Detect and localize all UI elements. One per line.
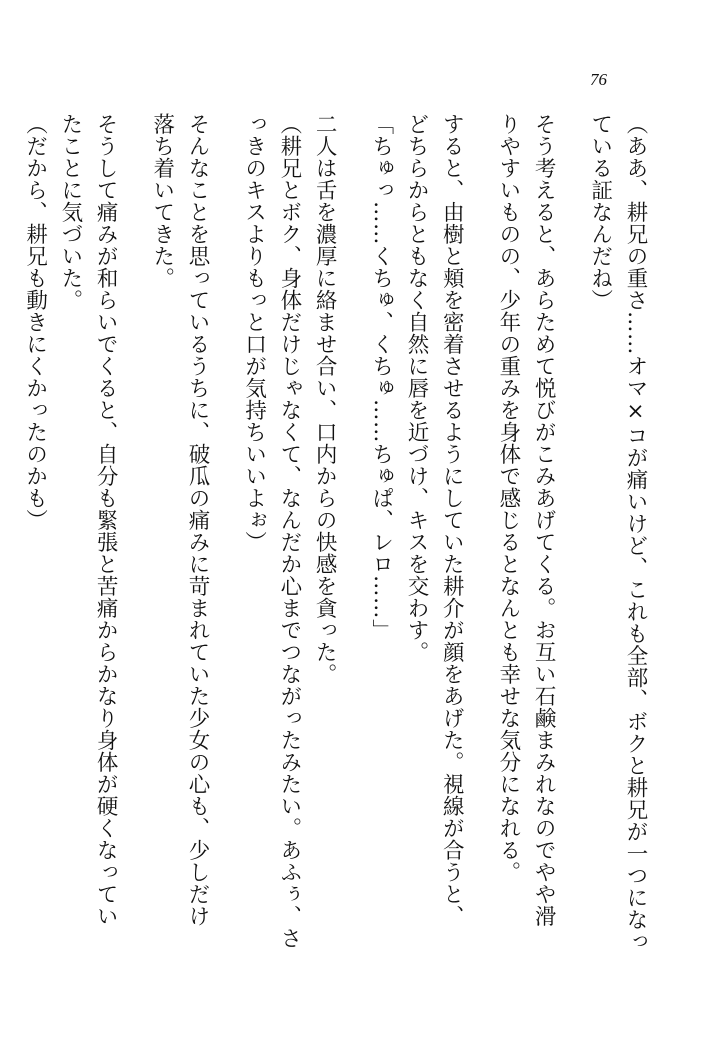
text-line-3: そう考えると、あらためて悦びがこみあげてくる。お互い石鹸まみれなのでやや滑 [531,113,557,927]
text-line-4: りやすいものの、少年の重みを身体で感じるとなんとも幸せな気分になれる。 [495,113,521,883]
text-line-11: そんなことを思っているうちに、破瓜の痛みに苛まれていた少女の心も、少しだけ [184,113,210,927]
text-line-6: どちらからともなく自然に唇を近づけ、キスを交わす。 [403,113,429,663]
text-line-8: 二人は舌を濃厚に絡ませ合い、口内からの快感を貪った。 [312,113,338,685]
text-line-5: すると、由樹と頬を密着させるようにしていた耕介が顔をあげた。視線が合うと、 [439,113,465,927]
text-line-12: 落ち着いてきた。 [149,113,175,289]
text-line-16 [0,113,17,1013]
page-number: 76 [590,70,607,89]
text-line-7: 「ちゅっ……くちゅ、くちゅ……ちゅぱ、レロ……」 [368,113,394,641]
text-line-14: たことに気づいた。 [57,113,83,311]
text-line-1: （ああ、耕兄の重さ……オマ×コが痛いけど、これも全部、ボクと耕兄が一つになっ [623,113,648,953]
text-line-15: （だから、耕兄も動きにくかったのかも） [22,113,48,531]
text-line-10: っきのキスよりもっと口が気持ちいいよぉ） [241,113,267,553]
text-line-9: （耕兄とボク、身体だけじゃなくて、なんだか心までつながったみたい。あふぅ、さ [276,113,302,949]
text-line-2: ている証なんだね） [587,113,613,311]
body-text [22,113,653,1013]
text-line-13: そうして痛みが和らいでくると、自分も緊張と苦痛からかなり身体が硬くなってい [93,113,119,927]
